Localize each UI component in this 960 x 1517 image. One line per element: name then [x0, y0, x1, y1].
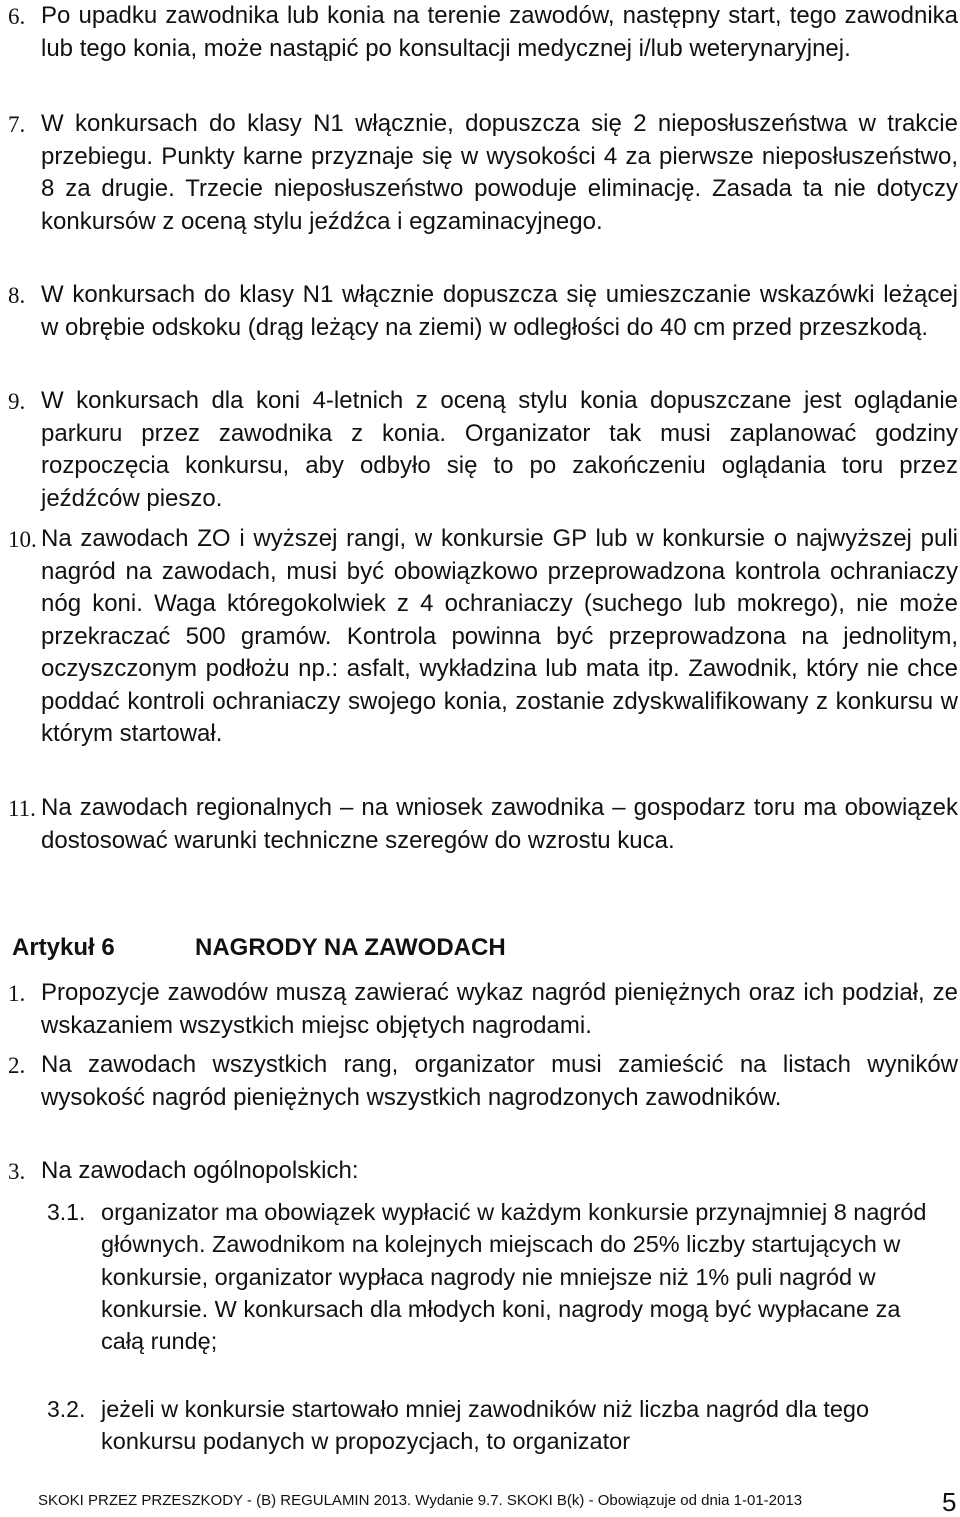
item-text: Po upadku zawodnika lub konia na terenie zawodów, następny start, tego zawodnika lub tego konia, może nastąpić po konsultacji medycznej i/lub weterynaryjnej.: [41, 2, 958, 62]
page-number: 5: [942, 1487, 957, 1517]
list-item: [8, 977, 958, 1042]
list-item: [8, 0, 958, 65]
list-item: [8, 1049, 958, 1114]
item-number: 8.: [8, 283, 26, 308]
list-item: [8, 523, 958, 751]
list-item: [8, 108, 958, 238]
item-text: Na zawodach ogólnopolskich:: [41, 1157, 359, 1184]
item-number: 3.: [8, 1159, 26, 1184]
list-item: [8, 792, 958, 857]
article-heading: [12, 930, 506, 966]
page-footer: SKOKI PRZEZ PRZESZKODY - (B) REGULAMIN 2013. Wydanie 9.7. SKOKI B(k) - Obowiązuje od dnia 1-01-2013: [38, 1492, 803, 1509]
sub-item-number: 3.1.: [47, 1199, 86, 1225]
item-text: Na zawodach regionalnych – na wniosek zawodnika – gospodarz toru ma obowiązek dostosować warunki techniczne szeregów do wzrostu kuca.: [41, 794, 958, 854]
sub-list-item: [47, 1393, 927, 1458]
list-item: [8, 279, 958, 344]
article-title: NAGRODY NA ZAWODACH: [195, 934, 506, 961]
item-text: Na zawodach wszystkich rang, organizator musi zamieścić na listach wyników wysokość nagród pieniężnych wszystkich nagrodzonych zawodników.: [41, 1051, 958, 1111]
item-number: 2.: [8, 1053, 26, 1078]
sub-item-text: organizator ma obowiązek wypłacić w każdym konkursie przynajmniej 8 nagród głównych. Zawodnikom na kolejnych miejscach do 25% liczby startujących w konkursie, organizator wypłaca nagrody nie mniejsze niż 1% puli nagród w konkursie. W konkursach dla młodych koni, nagrody mogą być wypłacane za całą rundę;: [101, 1199, 927, 1355]
article-label: Artykuł 6: [12, 934, 115, 961]
item-text: W konkursach do klasy N1 włącznie, dopuszcza się 2 nieposłuszeństwa w trakcie przebiegu. Punkty karne przyznaje się w wysokości 4 za pierwsze nieposłuszeństwo, 8 za drugie. Trzecie nieposłuszeństwo powoduje eliminację. Zasada ta nie dotyczy konkursów z oceną stylu jeźdźca i egzaminacyjnego.: [41, 110, 958, 235]
item-number: 10.: [8, 527, 37, 552]
item-text: W konkursach do klasy N1 włącznie dopuszcza się umieszczanie wskazówki leżącej w obrębie odskoku (drąg leżący na ziemi) w odległości do 40 cm przed przeszkodą.: [41, 281, 958, 341]
item-number: 11.: [8, 796, 36, 821]
item-number: 6.: [8, 4, 26, 29]
item-number: 7.: [8, 112, 26, 137]
sub-item-number: 3.2.: [47, 1396, 86, 1422]
item-number: 9.: [8, 389, 26, 414]
item-text: Propozycje zawodów muszą zawierać wykaz nagród pieniężnych oraz ich podział, ze wskazaniem wszystkich miejsc objętych nagrodami.: [41, 979, 958, 1039]
sub-item-text: jeżeli w konkursie startowało mniej zawodników niż liczba nagród dla tego konkursu podanych w propozycjach, to organizator: [101, 1396, 870, 1455]
sub-list-item: [47, 1196, 927, 1357]
list-item: [8, 1155, 958, 1188]
item-text: W konkursach dla koni 4-letnich z oceną stylu konia dopuszczane jest oglądanie parkuru przez zawodnika z konia. Organizator tak musi zaplanować godziny rozpoczęcia konkursu, aby odbyło się to po zakończeniu oglądania toru przez jeźdźców pieszo.: [41, 387, 958, 512]
item-number: 1.: [8, 981, 26, 1006]
item-text: Na zawodach ZO i wyższej rangi, w konkursie GP lub w konkursie o najwyższej puli nagród na zawodach, musi być obowiązkowo przeprowadzona kontrola ochraniaczy nóg koni. Waga któregokolwiek z 4 ochraniaczy (suchego lub mokrego), nie może przekraczać 500 gramów. Kontrola powinna być przeprowadzona na jednolitym, oczyszczonym podłożu np.: asfalt, wykładzina lub mata itp. Zawodnik, który nie chce poddać kontroli ochraniaczy swojego konia, zostanie zdyskwalifikowany z konkursu w którym startował.: [41, 525, 958, 747]
list-item: [8, 385, 958, 515]
